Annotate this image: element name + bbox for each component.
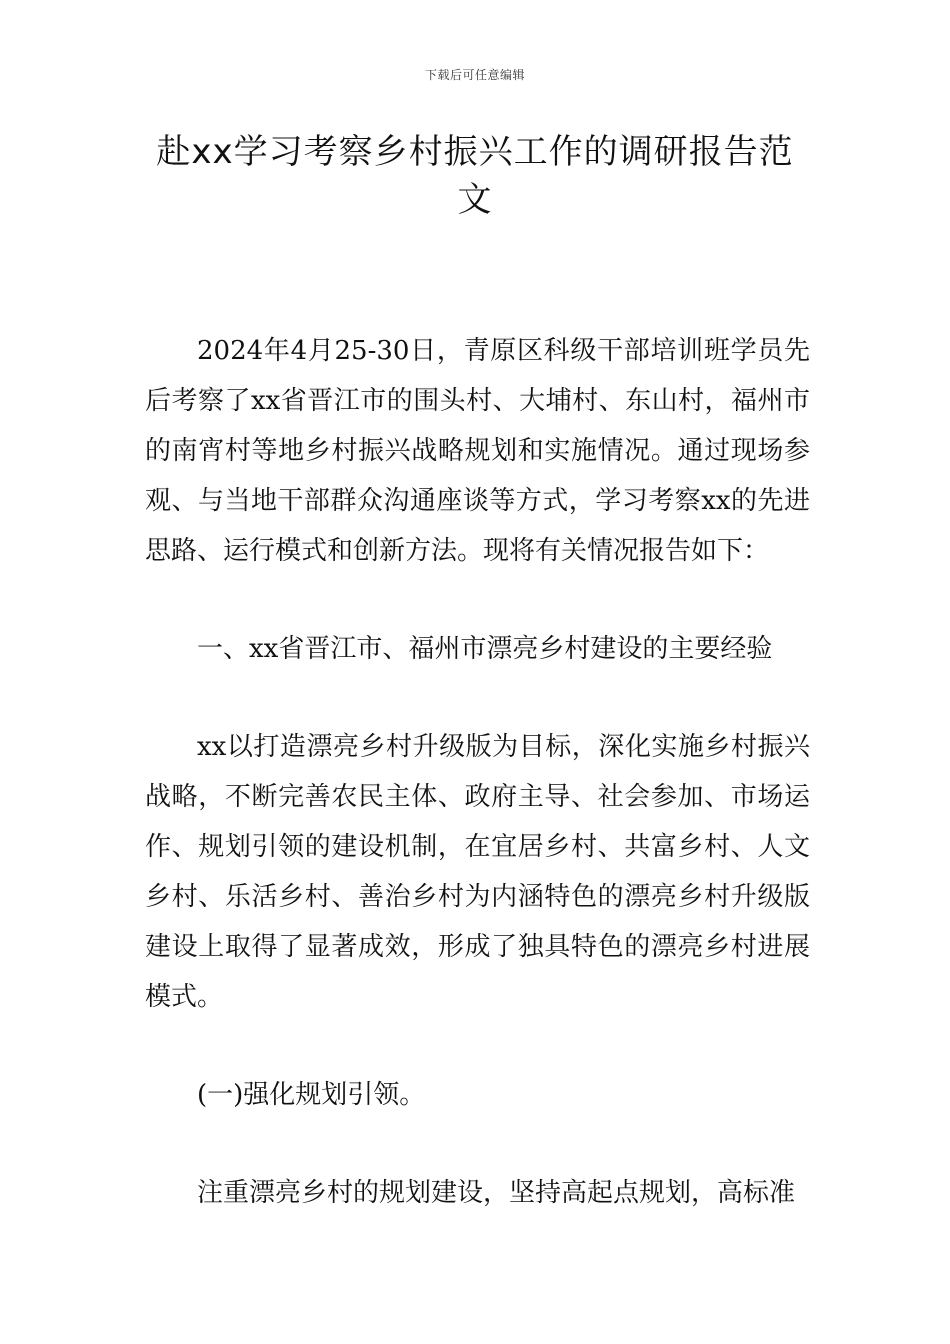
body-paragraph-experience [145, 722, 810, 1022]
header-note: 下载后可任意编辑 [424, 68, 525, 82]
paragraph-text: 注重漂亮乡村的规划建设，坚持高起点规划，高标准 [197, 1178, 796, 1208]
paragraph-text: xx以打造漂亮乡村升级版为目标，深化实施乡村振兴战略，不断完善农民主体、政府主导、社会参加、市场运作、规划引领的建设机制，在宜居乡村、共富乡村、人文乡村、乐活乡村、善治乡村为内涵特色的漂亮乡村升级版建设上取得了显著成效，形成了独具特色的漂亮乡村进展模式。 [145, 732, 810, 1012]
subsection-heading-1 [145, 1070, 810, 1120]
heading-text: (一)强化规划引领。 [197, 1080, 426, 1110]
section-heading-1 [145, 624, 810, 674]
body-paragraph-intro [145, 326, 810, 576]
body-paragraph-planning [145, 1168, 810, 1218]
document-title: 赴xx学习考察乡村振兴工作的调研报告范文 [156, 132, 794, 220]
paragraph-text: 2024年4月25-30日，青原区科级干部培训班学员先后考察了xx省晋江市的围头村、大埔村、东山村，福州市的南宵村等地乡村振兴战略规划和实施情况。通过现场参观、与当地干部群众沟通座谈等方式，学习考察xx的先进思路、运行模式和创新方法。现将有关情况报告如下： [145, 336, 810, 566]
heading-text: 一、xx省晋江市、福州市漂亮乡村建设的主要经验 [197, 634, 773, 664]
